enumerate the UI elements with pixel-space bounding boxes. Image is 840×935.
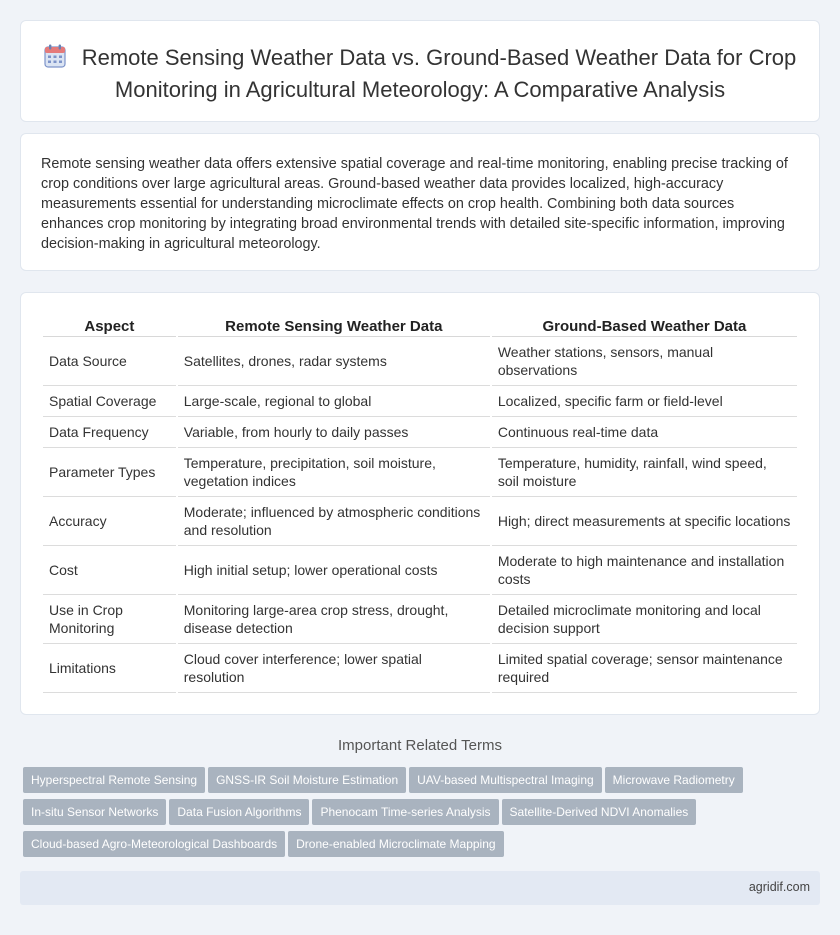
table-row: [43, 644, 797, 693]
table-row: [43, 497, 797, 546]
comparison-table: [41, 313, 799, 693]
page-title-text: Remote Sensing Weather Data vs. Ground-Based Weather Data for Crop Monitoring in Agricultural Meteorology: A Comparative Analysis: [81, 45, 797, 102]
row-remote-value: Large-scale, regional to global: [178, 386, 490, 417]
row-aspect: Spatial Coverage: [43, 386, 176, 417]
intro-card: [20, 133, 820, 271]
table-row: [43, 337, 797, 386]
row-ground-value: High; direct measurements at specific locations: [492, 497, 797, 546]
table-row: [43, 595, 797, 644]
table-row: [43, 546, 797, 595]
related-term-tag[interactable]: Drone-enabled Microclimate Mapping: [288, 831, 503, 857]
row-aspect: Data Frequency: [43, 417, 176, 448]
table-row: [43, 448, 797, 497]
row-ground-value: Moderate to high maintenance and installation costs: [492, 546, 797, 595]
related-term-tag[interactable]: Phenocam Time-series Analysis: [312, 799, 498, 825]
row-aspect: Parameter Types: [43, 448, 176, 497]
title-card: [20, 20, 820, 122]
related-term-tag[interactable]: Satellite-Derived NDVI Anomalies: [502, 799, 697, 825]
row-ground-value: Localized, specific farm or field-level: [492, 386, 797, 417]
related-terms-heading: Important Related Terms: [338, 737, 502, 754]
footer-site-link[interactable]: agridif.com: [748, 880, 810, 894]
header-ground-based: Ground-Based Weather Data: [492, 313, 797, 337]
header-aspect: Aspect: [43, 313, 176, 337]
row-ground-value: Limited spatial coverage; sensor maintenance required: [492, 644, 797, 693]
related-term-tag[interactable]: In-situ Sensor Networks: [23, 799, 166, 825]
table-row: [43, 386, 797, 417]
header-remote-sensing: Remote Sensing Weather Data: [178, 313, 490, 337]
table-row: [43, 417, 797, 448]
row-ground-value: Temperature, humidity, rainfall, wind speed, soil moisture: [492, 448, 797, 497]
row-remote-value: Variable, from hourly to daily passes: [178, 417, 490, 448]
related-terms-list: [23, 767, 813, 863]
related-term-tag[interactable]: Hyperspectral Remote Sensing: [23, 767, 205, 793]
row-aspect: Data Source: [43, 337, 176, 386]
row-ground-value: Weather stations, sensors, manual observations: [492, 337, 797, 386]
page-title: [21, 21, 819, 104]
footer: [20, 871, 820, 905]
related-term-tag[interactable]: UAV-based Multispectral Imaging: [409, 767, 602, 793]
row-ground-value: Continuous real-time data: [492, 417, 797, 448]
row-aspect: Limitations: [43, 644, 176, 693]
intro-paragraph: Remote sensing weather data offers extensive spatial coverage and real-time monitoring, enabling precise tracking of crop conditions over large agricultural areas. Ground-based weather data provides localized, high-accuracy measurements essential for understanding microclimate effects on crop health. Combining both data sources enhances crop monitoring by integrating broad environmental trends with detailed site-specific information, improving decision-making in agricultural meteorology.: [41, 156, 788, 252]
related-term-tag[interactable]: Cloud-based Agro-Meteorological Dashboards: [23, 831, 285, 857]
related-term-tag[interactable]: GNSS-IR Soil Moisture Estimation: [208, 767, 406, 793]
row-remote-value: High initial setup; lower operational costs: [178, 546, 490, 595]
comparison-table-card: [20, 292, 820, 715]
row-remote-value: Cloud cover interference; lower spatial resolution: [178, 644, 490, 693]
row-aspect: Accuracy: [43, 497, 176, 546]
row-aspect: Cost: [43, 546, 176, 595]
row-remote-value: Moderate; influenced by atmospheric conditions and resolution: [178, 497, 490, 546]
calendar-icon: [44, 44, 66, 75]
row-remote-value: Monitoring large-area crop stress, drought, disease detection: [178, 595, 490, 644]
row-ground-value: Detailed microclimate monitoring and local decision support: [492, 595, 797, 644]
row-aspect: Use in Crop Monitoring: [43, 595, 176, 644]
row-remote-value: Temperature, precipitation, soil moisture, vegetation indices: [178, 448, 490, 497]
related-term-tag[interactable]: Data Fusion Algorithms: [169, 799, 309, 825]
row-remote-value: Satellites, drones, radar systems: [178, 337, 490, 386]
related-term-tag[interactable]: Microwave Radiometry: [605, 767, 743, 793]
